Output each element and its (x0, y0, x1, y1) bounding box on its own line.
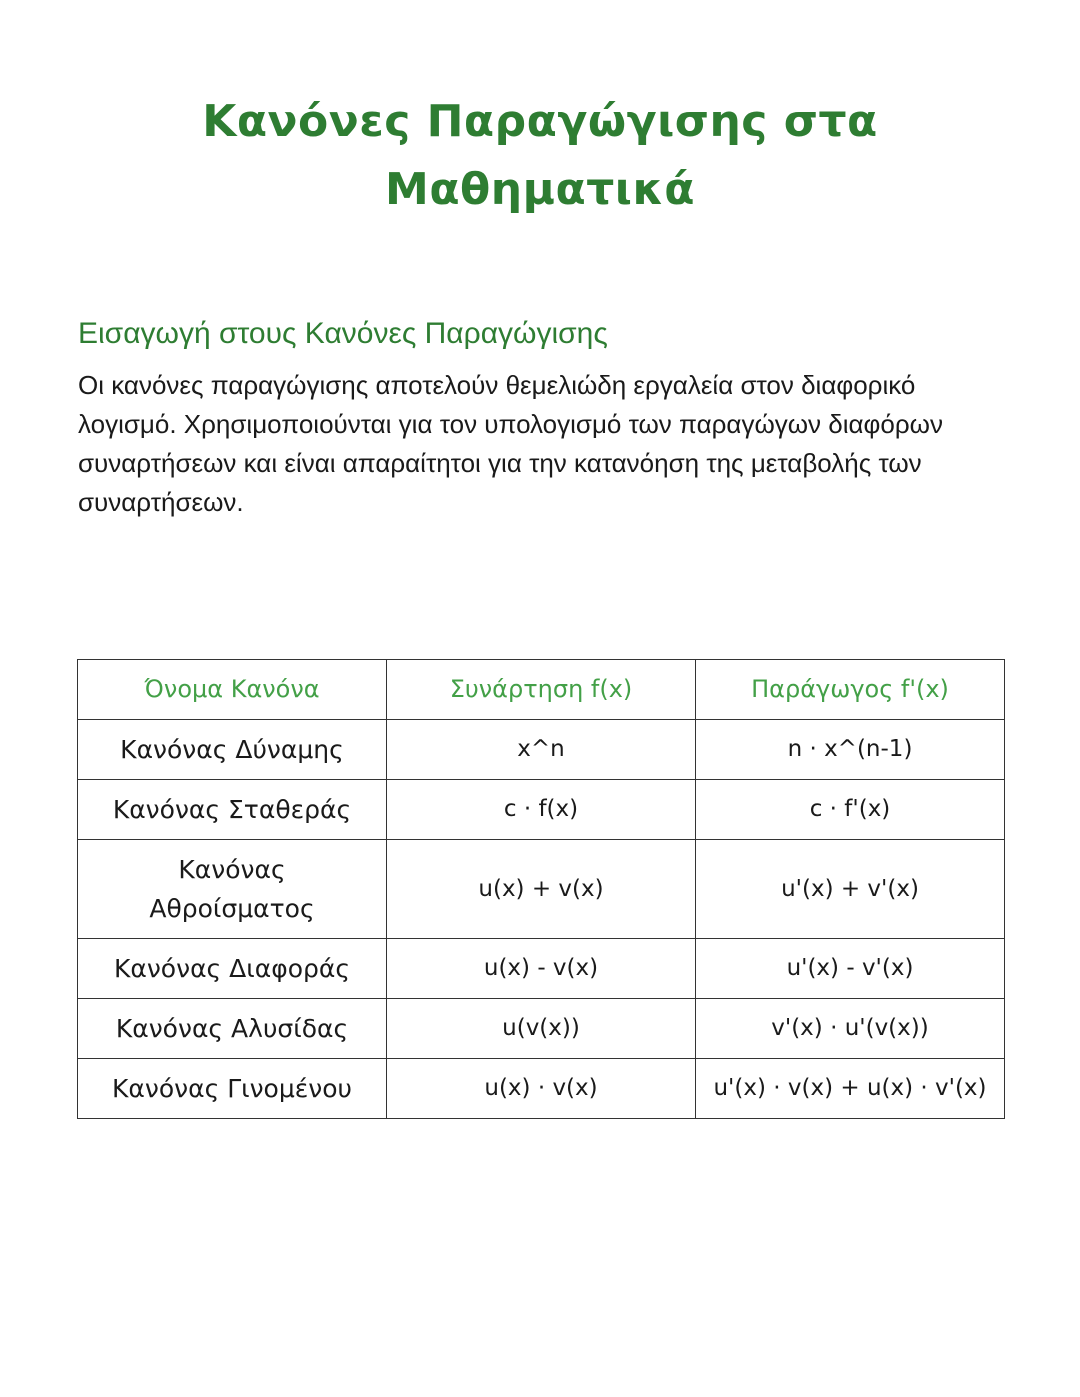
header-function: Συνάρτηση f(x) (387, 660, 696, 720)
function-cell: u(x) + v(x) (387, 840, 696, 939)
rule-name-cell (78, 840, 387, 939)
derivative-cell: n · x^(n-1) (696, 720, 1005, 780)
page-title (140, 88, 940, 224)
table-row (78, 840, 1005, 939)
function-cell: u(v(x)) (387, 999, 696, 1059)
rule-name-line2: Αθροίσματος (149, 894, 315, 923)
header-rule-name: Όνομα Κανόνα (78, 660, 387, 720)
table-row (78, 720, 1005, 780)
derivative-cell: u'(x) - v'(x) (696, 939, 1005, 999)
intro-heading: Εισαγωγή στους Κανόνες Παραγώγισης (78, 317, 608, 350)
function-cell: u(x) - v(x) (387, 939, 696, 999)
derivative-rules-table (77, 659, 1005, 1119)
function-cell: c · f(x) (387, 780, 696, 840)
header-derivative: Παράγωγος f'(x) (696, 660, 1005, 720)
table-row (78, 780, 1005, 840)
rule-name-cell: Κανόνας Γινομένου (78, 1059, 387, 1119)
rule-name-cell: Κανόνας Δύναμης (78, 720, 387, 780)
page-title-line1: Κανόνες Παραγώγισης στα (202, 96, 878, 147)
derivative-cell: u'(x) + v'(x) (696, 840, 1005, 939)
page-title-line2: Μαθηματικά (385, 164, 695, 215)
intro-paragraph: Οι κανόνες παραγώγισης αποτελούν θεμελιώδη εργαλεία στον διαφορικό λογισμό. Χρησιμοποιούνται για τον υπολογισμό των παραγώγων διαφόρων συναρτήσεων και είναι απαραίτητοι για την κατανόηση της μεταβολής των συναρτήσεων. (78, 370, 943, 517)
function-cell: u(x) · v(x) (387, 1059, 696, 1119)
table-row (78, 999, 1005, 1059)
derivative-cell: c · f'(x) (696, 780, 1005, 840)
table-row (78, 1059, 1005, 1119)
derivative-cell: u'(x) · v(x) + u(x) · v'(x) (696, 1059, 1005, 1119)
rule-name-cell: Κανόνας Διαφοράς (78, 939, 387, 999)
table-header-row (78, 660, 1005, 720)
table-row (78, 939, 1005, 999)
function-cell: x^n (387, 720, 696, 780)
derivative-cell: v'(x) · u'(v(x)) (696, 999, 1005, 1059)
rule-name-cell: Κανόνας Αλυσίδας (78, 999, 387, 1059)
rule-name-line1: Κανόνας (178, 855, 286, 884)
rule-name-cell: Κανόνας Σταθεράς (78, 780, 387, 840)
